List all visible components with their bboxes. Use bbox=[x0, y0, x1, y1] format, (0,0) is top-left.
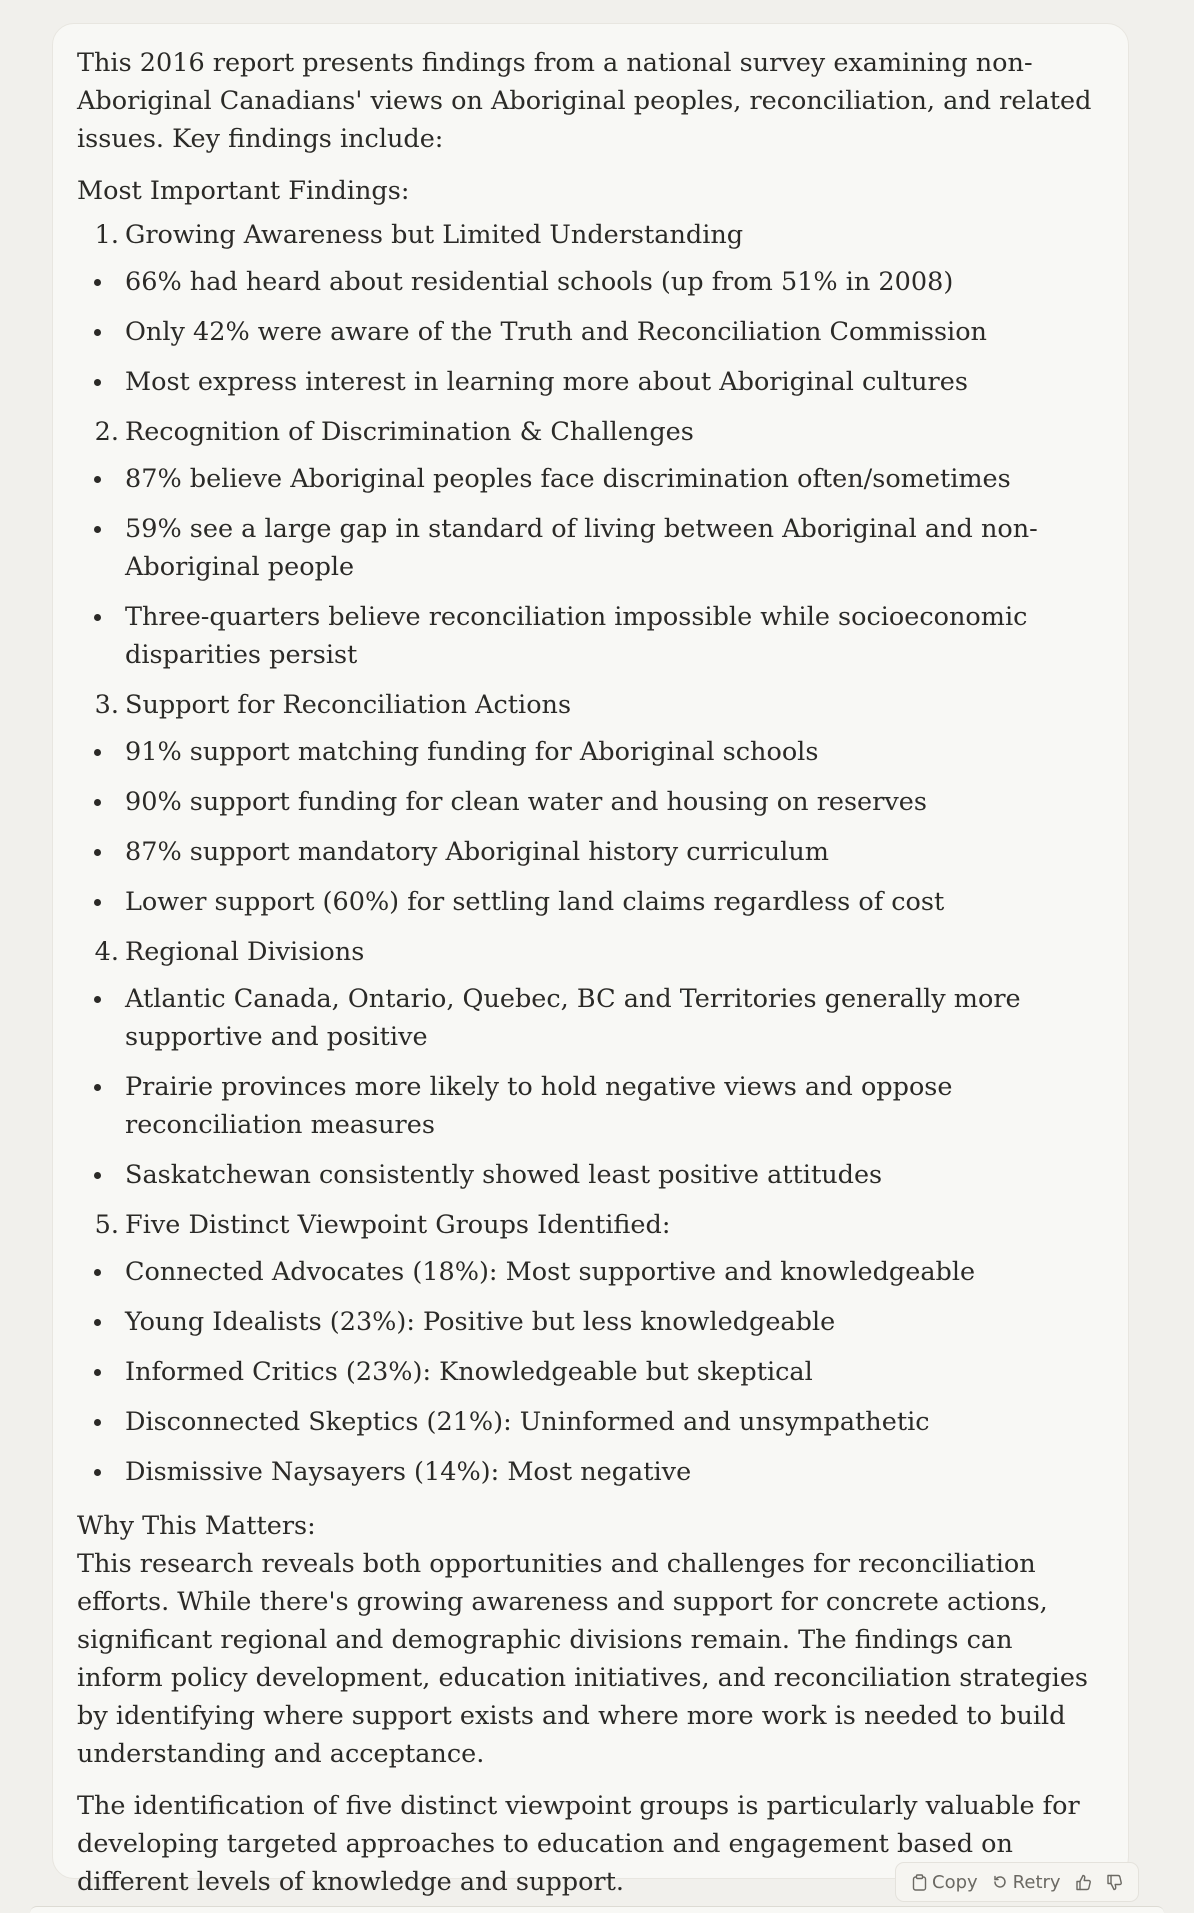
list-item bbox=[77, 883, 1104, 921]
bullet-dot bbox=[94, 799, 101, 806]
retry-label: Retry bbox=[1012, 1871, 1061, 1893]
list-item bbox=[77, 1068, 1104, 1144]
list-item bbox=[77, 313, 1104, 351]
bullet-dot bbox=[94, 1084, 101, 1091]
bullet-dot bbox=[94, 329, 101, 336]
bullet-dot bbox=[94, 476, 101, 483]
bullet-dot bbox=[94, 849, 101, 856]
bullet-dot bbox=[94, 899, 101, 906]
list-item-text: Informed Critics (23%): Knowledgeable but skeptical bbox=[125, 1357, 813, 1387]
list-item-text: 91% support matching funding for Aboriginal schools bbox=[125, 737, 819, 767]
list-item-text: Dismissive Naysayers (14%): Most negative bbox=[125, 1457, 692, 1487]
list-item bbox=[77, 1303, 1104, 1341]
list-item-text: Disconnected Skeptics (21%): Uninformed and unsympathetic bbox=[125, 1407, 930, 1437]
copy-button[interactable] bbox=[908, 1872, 982, 1893]
retry-button[interactable] bbox=[988, 1872, 1065, 1893]
bullet-dot bbox=[94, 1469, 101, 1476]
why-paragraph: This research reveals both opportunities and challenges for reconciliation efforts. While there's growing awareness and support for concrete actions, significant regional and demographic divisions remain. The findings can inform policy development, education initiatives, and reconciliation strategies by identifying where support exists and where more work is needed to build understanding and acceptance. bbox=[77, 1549, 1089, 1769]
bullet-dot bbox=[94, 1419, 101, 1426]
group-title-text: Regional Divisions bbox=[125, 937, 365, 967]
list-item-text: 87% support mandatory Aboriginal history curriculum bbox=[125, 837, 829, 867]
list-item bbox=[77, 1403, 1104, 1441]
thumbs-down-icon bbox=[1106, 1874, 1123, 1891]
findings-list bbox=[77, 216, 1104, 1491]
list-item-text: Connected Advocates (18%): Most supportive and knowledgeable bbox=[125, 1257, 976, 1287]
list-item bbox=[77, 263, 1104, 301]
retry-icon bbox=[992, 1874, 1008, 1890]
clipboard-icon bbox=[912, 1874, 927, 1891]
why-section bbox=[77, 1507, 1104, 1901]
list-number: 2. bbox=[94, 417, 119, 447]
bullet-dot bbox=[94, 749, 101, 756]
group-title-text: Recognition of Discrimination & Challenges bbox=[125, 417, 694, 447]
bullet-dot bbox=[94, 526, 101, 533]
finding-group-title bbox=[77, 1206, 1104, 1244]
bullet-dot bbox=[94, 379, 101, 386]
list-item bbox=[77, 598, 1104, 674]
list-item-text: 87% believe Aboriginal peoples face discrimination often/sometimes bbox=[125, 464, 1011, 494]
list-number: 1. bbox=[94, 220, 119, 250]
list-item bbox=[77, 1353, 1104, 1391]
group-title-text: Growing Awareness but Limited Understanding bbox=[125, 220, 744, 250]
list-item-text: Young Idealists (23%): Positive but less knowledgeable bbox=[125, 1307, 836, 1337]
closing-paragraph: The identification of five distinct viewpoint groups is particularly valuable for developing targeted approaches to education and engagement based on different levels of knowledge and support. bbox=[77, 1791, 1080, 1897]
bullet-dot bbox=[94, 1172, 101, 1179]
list-item-text: Only 42% were aware of the Truth and Reconciliation Commission bbox=[125, 317, 987, 347]
list-item bbox=[77, 460, 1104, 498]
bullet-dot bbox=[94, 279, 101, 286]
list-item-text: 90% support funding for clean water and housing on reserves bbox=[125, 787, 927, 817]
intro-paragraph: This 2016 report presents findings from a national survey examining non-Aboriginal Canadians' views on Aboriginal peoples, reconciliation, and related issues. Key findings include: bbox=[77, 48, 1092, 154]
list-item bbox=[77, 1253, 1104, 1291]
bullet-dot bbox=[94, 996, 101, 1003]
list-item bbox=[77, 783, 1104, 821]
finding-group-title bbox=[77, 933, 1104, 971]
list-item-text: Lower support (60%) for settling land claims regardless of cost bbox=[125, 887, 945, 917]
finding-group-title bbox=[77, 413, 1104, 451]
thumbs-up-icon bbox=[1075, 1874, 1092, 1891]
list-item-text: Three-quarters believe reconciliation impossible while socioeconomic disparities persist bbox=[125, 602, 1028, 670]
bullet-dot bbox=[94, 1369, 101, 1376]
list-item bbox=[77, 1453, 1104, 1491]
copy-label: Copy bbox=[932, 1871, 978, 1893]
list-item-text: Saskatchewan consistently showed least positive attitudes bbox=[125, 1160, 883, 1190]
list-item bbox=[77, 510, 1104, 586]
list-item bbox=[77, 363, 1104, 401]
finding-group-title bbox=[77, 216, 1104, 254]
list-item-text: 66% had heard about residential schools (up from 51% in 2008) bbox=[125, 267, 954, 297]
bullet-dot bbox=[94, 614, 101, 621]
list-item-text: Most express interest in learning more about Aboriginal cultures bbox=[125, 367, 968, 397]
group-title-text: Support for Reconciliation Actions bbox=[125, 690, 572, 720]
list-number: 4. bbox=[94, 937, 119, 967]
finding-group-title bbox=[77, 686, 1104, 724]
list-number: 5. bbox=[94, 1210, 119, 1240]
list-item-text: 59% see a large gap in standard of living between Aboriginal and non-Aboriginal people bbox=[125, 514, 1038, 582]
list-item-text: Prairie provinces more likely to hold negative views and oppose reconciliation measures bbox=[125, 1072, 953, 1140]
findings-heading: Most Important Findings: bbox=[77, 176, 410, 206]
list-item-text: Atlantic Canada, Ontario, Quebec, BC and Territories generally more supportive and positive bbox=[125, 984, 1021, 1052]
thumbs-up-button[interactable] bbox=[1071, 1874, 1096, 1891]
list-item bbox=[77, 1156, 1104, 1194]
thumbs-down-button[interactable] bbox=[1102, 1874, 1127, 1891]
list-item bbox=[77, 980, 1104, 1056]
group-title-text: Five Distinct Viewpoint Groups Identified: bbox=[125, 1210, 671, 1240]
list-item bbox=[77, 833, 1104, 871]
bullet-dot bbox=[94, 1269, 101, 1276]
message-action-bar bbox=[895, 1862, 1139, 1902]
why-heading: Why This Matters: bbox=[77, 1511, 316, 1541]
list-item bbox=[77, 733, 1104, 771]
list-number: 3. bbox=[94, 690, 119, 720]
bullet-dot bbox=[94, 1319, 101, 1326]
